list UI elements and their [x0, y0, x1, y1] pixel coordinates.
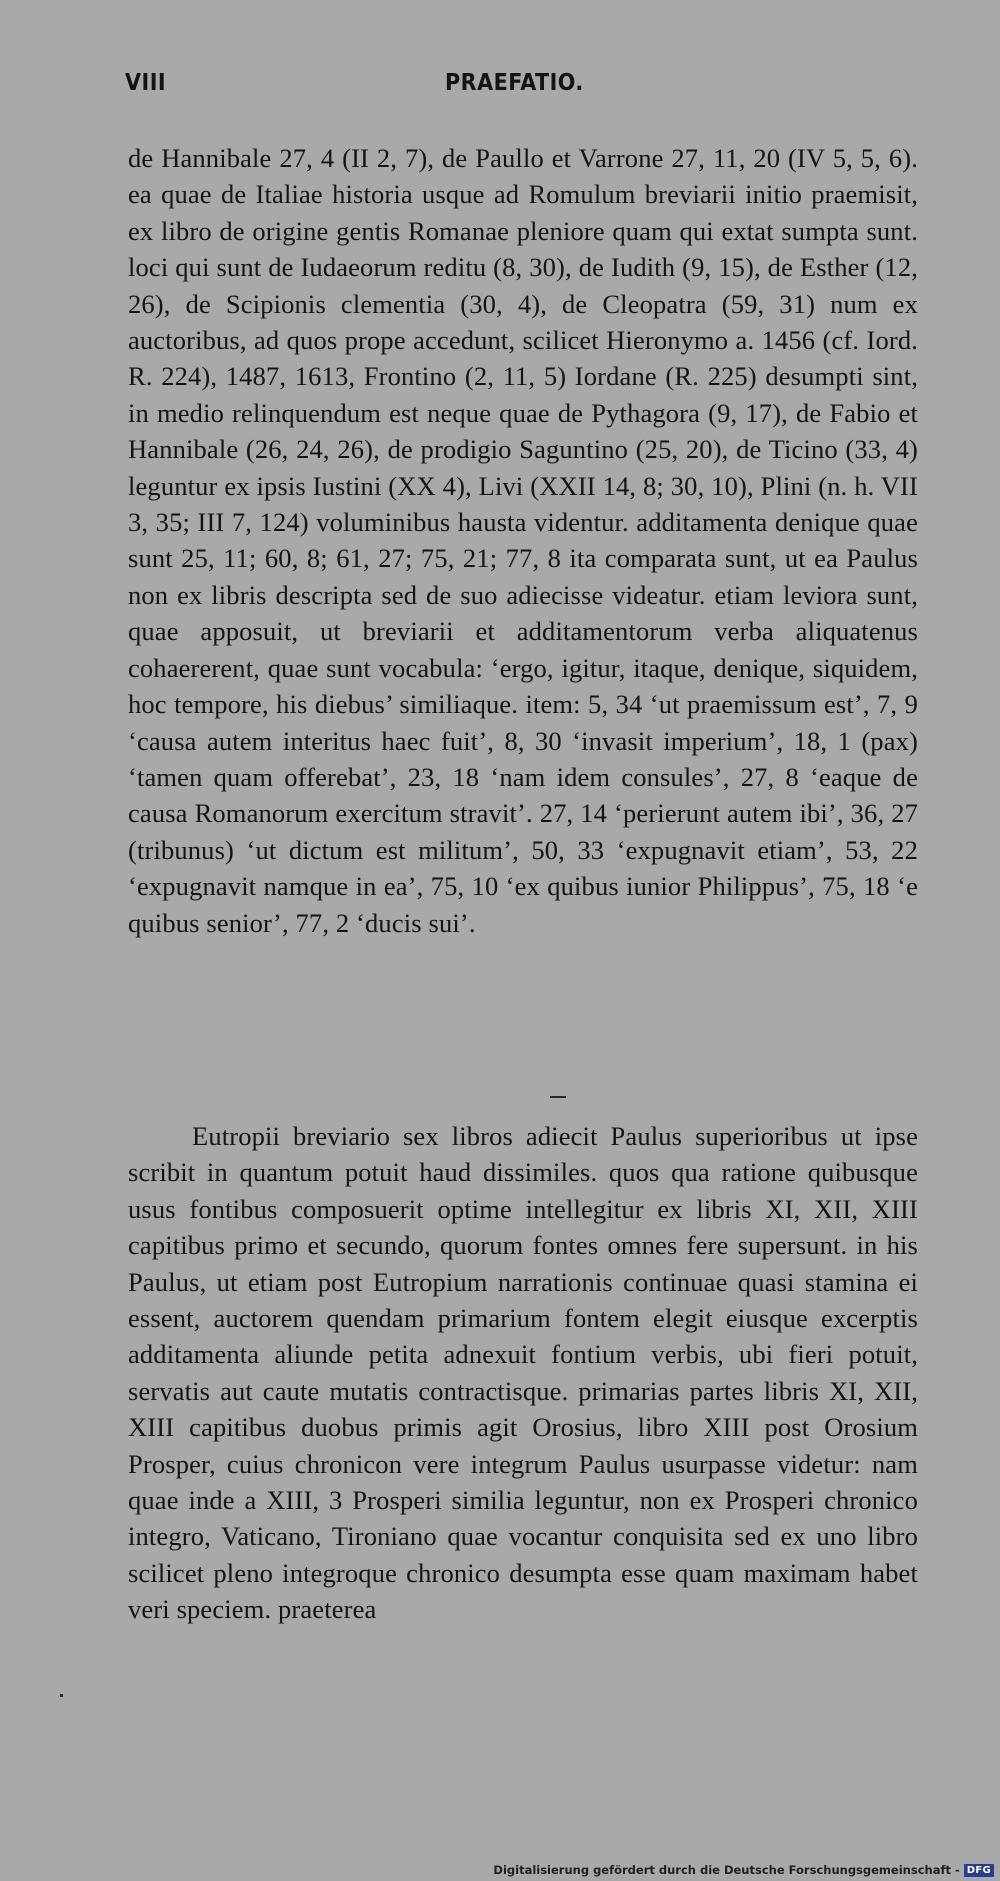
section-divider [550, 1096, 566, 1098]
running-head [125, 70, 917, 104]
running-title: PRAEFATIO. [445, 70, 584, 96]
margin-speck [60, 1694, 63, 1697]
paragraph-continued: de Hannibale 27, 4 (II 2, 7), de Paullo et Varrone 27, 11, 20 (IV 5, 5, 6). ea quae de Italiae historia usque ad Romulum breviarii initio praemisit, ex libro de origine gentis Romanae pleniore quam qui extat sumpta sunt. loci qui sunt de Iudaeorum reditu (8, 30), de Iudith (9, 15), de Esther (12, 26), de Scipionis clementia (30, 4), de Cleopatra (59, 31) num ex auctoribus, ad quos prope accedunt, scilicet Hieronymo a. 1456 (cf. Iord. R. 224), 1487, 1613, Frontino (2, 11, 5) Iordane (R. 225) desumpti sint, in medio relinquendum est neque quae de Pythagora (9, 17), de Fabio et Hannibale (26, 24, 26), de prodigio Saguntino (25, 20), de Ticino (33, 4) leguntur ex ipsis Iustini (XX 4), Livi (XXII 14, 8; 30, 10), Plini (n. h. VII 3, 35; III 7, 124) voluminibus hausta videntur. additamenta denique quae sunt 25, 11; 60, 8; 61, 27; 75, 21; 77, 8 ita comparata sunt, ut ea Paulus non ex libris descripta sed de suo adiecisse videatur. etiam leviora sunt, quae apposuit, ut breviarii et additamentorum verba aliquatenus cohaererent, quae sunt vocabula: ‘ergo, igitur, itaque, denique, siquidem, hoc tempore, his diebus’ similiaque. item: 5, 34 ‘ut praemissum est’, 7, 9 ‘causa autem interitus haec fuit’, 8, 30 ‘invasit imperium’, 18, 1 (pax) ‘tamen quam offerebat’, 23, 18 ‘nam idem consules’, 27, 8 ‘eaque de causa Romanorum exercitum stravit’. 27, 14 ‘perierunt autem ibi’, 36, 27 (tribunus) ‘ut dictum est militum’, 50, 33 ‘expugnavit etiam’, 53, 22 ‘expugnavit namque in ea’, 75, 10 ‘ex quibus iunior Philippus’, 75, 18 ‘e quibus senior’, 77, 2 ‘ducis sui’. [128, 143, 918, 938]
digitization-credit [493, 1863, 994, 1877]
paragraph-eutropii: Eutropii breviario sex libros adiecit Paulus superioribus ut ipse scribit in quantum potuit haud dissimiles. quos qua ratione quibusque usus fontibus composuerit optime intellegitur ex libris XI, XII, XIII capitibus primo et secundo, quorum fontes omnes fere supersunt. in his Paulus, ut etiam post Eutropium narrationis continuae quasi stamina ei essent, auctorem quendam primarium fontem elegit eiusque excerptis additamenta aliunde petita adnexuit fontium verbis, ubi fieri potuit, servatis aut caute mutatis contractisque. primarias partes libris XI, XII, XIII capitibus duobus primis agit Orosius, libro XIII post Orosium Prosper, cuius chronicon vere integrum Paulus usurpasse videtur: nam quae inde a XIII, 3 Prosperi similia leguntur, non ex Prosperi chronico integro, Vaticano, Tironiano quae vocantur conquisita sed ex uno libro scilicet pleno integroque chronico desumpta esse quam maximam habet veri speciem. praeterea [128, 1121, 918, 1625]
dfg-logo: DFG [964, 1864, 994, 1877]
page-number: VIII [125, 70, 167, 96]
credit-text: Digitalisierung gefördert durch die Deutsche Forschungsgemeinschaft - [493, 1863, 960, 1877]
